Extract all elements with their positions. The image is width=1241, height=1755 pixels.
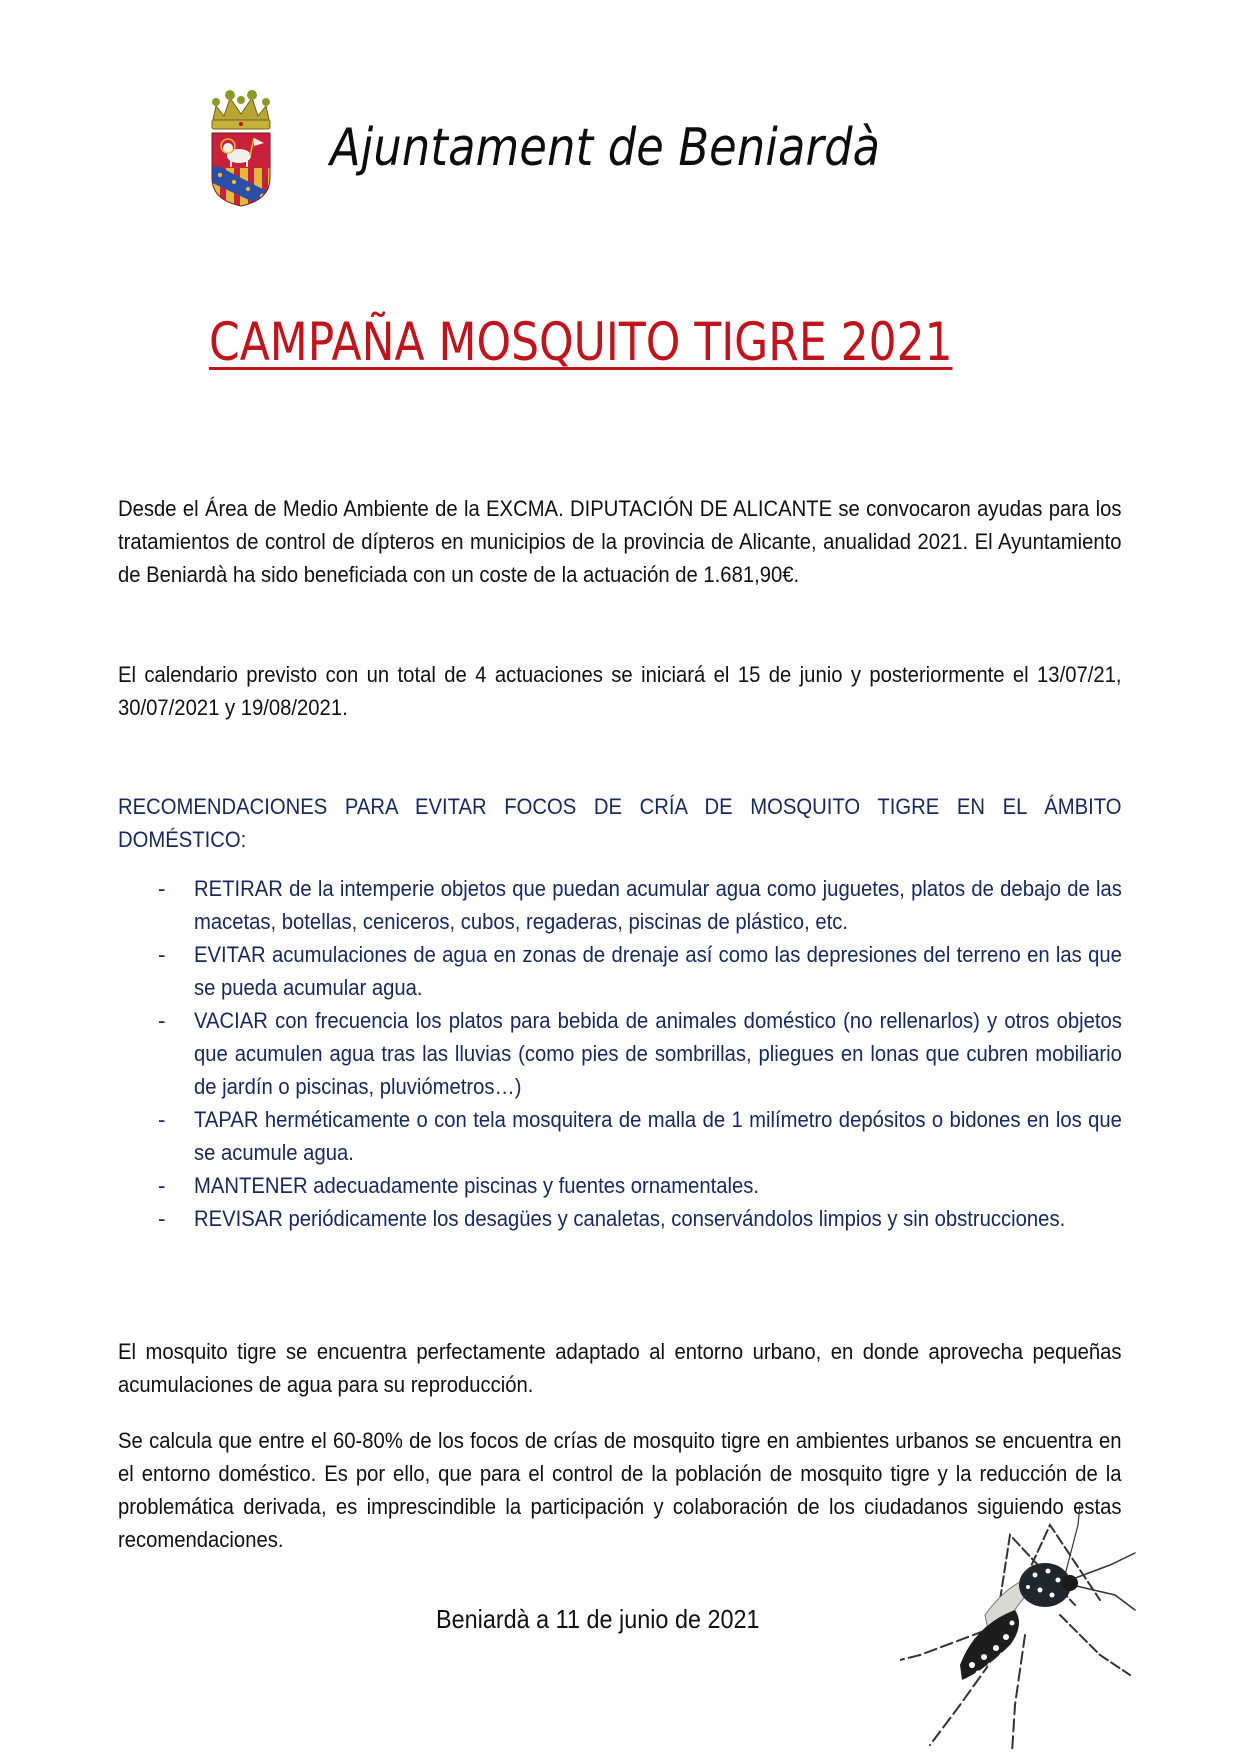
urban-paragraph	[118, 1335, 1122, 1401]
list-item	[118, 1103, 1122, 1169]
document-title: CAMPAÑA MOSQUITO TIGRE 2021	[209, 312, 953, 373]
list-item-text: TAPAR herméticamente o con tela mosquitera de malla de 1 milímetro depósitos o bidones en los que se acumule agua.	[194, 1107, 1122, 1165]
recommendations-list	[118, 872, 1122, 1235]
recommendations-heading	[118, 790, 1122, 856]
coat-of-arms-icon	[206, 88, 276, 208]
list-item-text: MANTENER adecuadamente piscinas y fuentes ornamentales.	[194, 1173, 760, 1198]
urban-paragraph-text: El mosquito tigre se encuentra perfectamente adaptado al entorno urbano, en donde aprovecha pequeñas acumulaciones de agua para su reproducción.	[118, 1339, 1122, 1397]
bullet-dash: -	[158, 1206, 166, 1231]
recommendations-heading-text: RECOMENDACIONES PARA EVITAR FOCOS DE CRÍA DE MOSQUITO TIGRE EN EL ÁMBITO DOMÉSTICO:	[118, 794, 1122, 852]
organization-name: Ajuntament de Beniardà	[330, 118, 881, 178]
list-item-text: VACIAR con frecuencia los platos para bebida de animales doméstico (no rellenarlos) y otros objetos que acumulen agua tras las lluvias (como pies de sombrillas, pliegues en lonas que cubren mobiliario de jardín o piscinas, pluviómetros…)	[194, 1008, 1122, 1099]
list-item-text: RETIRAR de la intemperie objetos que puedan acumular agua como juguetes, platos de debajo de las macetas, botellas, ceniceros, cubos, regaderas, piscinas de plástico, etc.	[194, 876, 1122, 934]
list-item	[118, 1169, 1122, 1202]
bullet-dash: -	[158, 876, 166, 901]
crown	[212, 90, 270, 129]
list-item	[118, 1004, 1122, 1103]
list-item-text: EVITAR acumulaciones de agua en zonas de drenaje así como las depresiones del terreno en las que se pueda acumular agua.	[194, 942, 1122, 1000]
bullet-dash: -	[158, 942, 166, 967]
list-item	[118, 1202, 1122, 1235]
list-item	[118, 938, 1122, 1004]
signature-date: Beniardà a 11 de junio de 2021	[436, 1604, 760, 1634]
calendar-paragraph-text: El calendario previsto con un total de 4 actuaciones se iniciará el 15 de junio y posteriormente el 13/07/21, 30/07/2021 y 19/08/2021.	[118, 662, 1122, 720]
bullet-dash: -	[158, 1173, 166, 1198]
bullet-dash: -	[158, 1107, 166, 1132]
intro-paragraph	[118, 492, 1122, 591]
estimate-paragraph-text: Se calcula que entre el 60-80% de los focos de crías de mosquito tigre en ambientes urbanos se encuentra en el entorno doméstico. Es por ello, que para el control de la población de mosquito tigre y la reducción de la problemática derivada, es imprescindible la participación y colaboración de los ciudadanos siguiendo estas recomendaciones.	[118, 1428, 1122, 1552]
intro-paragraph-text: Desde el Área de Medio Ambiente de la EXCMA. DIPUTACIÓN DE ALICANTE se convocaron ayudas para los tratamientos de control de dípteros en municipios de la provincia de Alicante, anualidad 2021. El Ayuntamiento de Beniardà ha sido beneficiada con un coste de la actuación de 1.681,90€.	[118, 496, 1122, 587]
list-item-text: REVISAR periódicamente los desagües y canaletas, conservándolos limpios y sin obstrucciones.	[194, 1206, 1066, 1231]
list-item	[118, 872, 1122, 938]
bullet-dash: -	[158, 1008, 166, 1033]
mosquito-icon	[900, 1505, 1140, 1755]
calendar-paragraph	[118, 658, 1122, 724]
